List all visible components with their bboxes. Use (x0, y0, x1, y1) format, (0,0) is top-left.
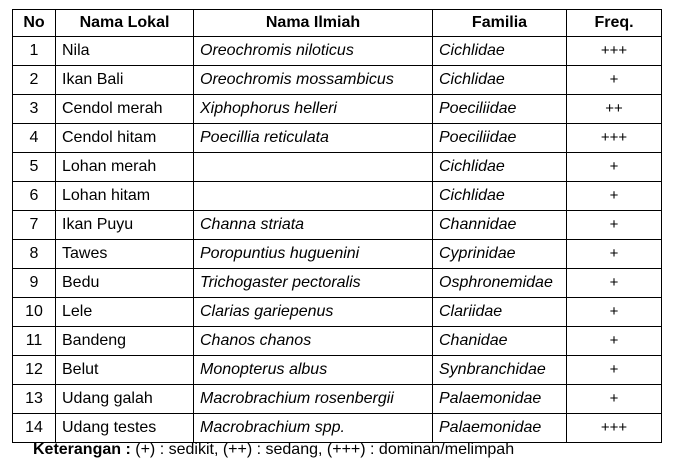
cell-no: 2 (13, 66, 56, 95)
table-row (13, 66, 662, 95)
cell-nama-lokal: Ikan Bali (56, 66, 194, 95)
cell-familia: Channidae (433, 211, 567, 240)
cell-freq: + (567, 356, 662, 385)
cell-nama-ilmiah: Clarias gariepenus (194, 298, 433, 327)
cell-nama-ilmiah: Trichogaster pectoralis (194, 269, 433, 298)
cell-no: 11 (13, 327, 56, 356)
cell-nama-ilmiah: Oreochromis niloticus (194, 37, 433, 66)
cell-freq: + (567, 153, 662, 182)
cell-nama-lokal: Tawes (56, 240, 194, 269)
cell-nama-ilmiah (194, 182, 433, 211)
cell-freq: +++ (567, 124, 662, 153)
cell-freq: + (567, 240, 662, 269)
header-freq: Freq. (567, 10, 662, 37)
cell-no: 10 (13, 298, 56, 327)
cell-nama-lokal: Lele (56, 298, 194, 327)
table-row (13, 414, 662, 443)
cell-familia: Palaemonidae (433, 385, 567, 414)
cell-familia: Cichlidae (433, 66, 567, 95)
cell-familia: Poeciliidae (433, 95, 567, 124)
cell-no: 4 (13, 124, 56, 153)
table-row (13, 298, 662, 327)
cell-nama-ilmiah: Monopterus albus (194, 356, 433, 385)
cell-nama-lokal: Lohan merah (56, 153, 194, 182)
legend-text: (+) : sedikit, (++) : sedang, (+++) : dominan/melimpah (135, 441, 515, 458)
table-row (13, 182, 662, 211)
cell-no: 13 (13, 385, 56, 414)
cell-no: 5 (13, 153, 56, 182)
header-nama-lokal: Nama Lokal (56, 10, 194, 37)
table-row (13, 269, 662, 298)
cell-no: 1 (13, 37, 56, 66)
cell-no: 12 (13, 356, 56, 385)
cell-familia: Cichlidae (433, 37, 567, 66)
cell-nama-ilmiah: Xiphophorus helleri (194, 95, 433, 124)
cell-familia: Palaemonidae (433, 414, 567, 443)
table-row (13, 95, 662, 124)
cell-nama-lokal: Udang testes (56, 414, 194, 443)
cell-freq: + (567, 385, 662, 414)
cell-freq: + (567, 66, 662, 95)
cell-nama-ilmiah (194, 153, 433, 182)
cell-freq: + (567, 211, 662, 240)
cell-freq: + (567, 327, 662, 356)
cell-familia: Clariidae (433, 298, 567, 327)
cell-no: 8 (13, 240, 56, 269)
cell-freq: + (567, 182, 662, 211)
table-row (13, 327, 662, 356)
cell-familia: Osphronemidae (433, 269, 567, 298)
legend-label: Keterangan : (33, 441, 131, 458)
cell-no: 7 (13, 211, 56, 240)
cell-nama-lokal: Nila (56, 37, 194, 66)
cell-nama-lokal: Lohan hitam (56, 182, 194, 211)
cell-nama-ilmiah: Channa striata (194, 211, 433, 240)
cell-familia: Synbranchidae (433, 356, 567, 385)
cell-freq: +++ (567, 414, 662, 443)
cell-familia: Cichlidae (433, 153, 567, 182)
table-row (13, 37, 662, 66)
cell-nama-lokal: Udang galah (56, 385, 194, 414)
header-nama-ilmiah: Nama Ilmiah (194, 10, 433, 37)
table-row (13, 240, 662, 269)
cell-familia: Cyprinidae (433, 240, 567, 269)
table-row (13, 124, 662, 153)
cell-nama-lokal: Bandeng (56, 327, 194, 356)
cell-no: 3 (13, 95, 56, 124)
cell-nama-ilmiah: Oreochromis mossambicus (194, 66, 433, 95)
header-no: No (13, 10, 56, 37)
cell-familia: Cichlidae (433, 182, 567, 211)
cell-nama-lokal: Cendol hitam (56, 124, 194, 153)
table-header-row (13, 10, 662, 37)
cell-no: 6 (13, 182, 56, 211)
cell-nama-ilmiah: Poecillia reticulata (194, 124, 433, 153)
cell-freq: + (567, 269, 662, 298)
table-row (13, 385, 662, 414)
cell-nama-ilmiah: Macrobrachium rosenbergii (194, 385, 433, 414)
table-body (13, 37, 662, 443)
cell-nama-lokal: Cendol merah (56, 95, 194, 124)
table-row (13, 356, 662, 385)
cell-no: 9 (13, 269, 56, 298)
species-table (12, 9, 662, 443)
cell-familia: Poeciliidae (433, 124, 567, 153)
cell-freq: +++ (567, 37, 662, 66)
cell-freq: + (567, 298, 662, 327)
cell-nama-ilmiah: Macrobrachium spp. (194, 414, 433, 443)
cell-familia: Chanidae (433, 327, 567, 356)
cell-freq: ++ (567, 95, 662, 124)
cell-nama-lokal: Ikan Puyu (56, 211, 194, 240)
header-familia: Familia (433, 10, 567, 37)
cell-no: 14 (13, 414, 56, 443)
cell-nama-lokal: Bedu (56, 269, 194, 298)
cell-nama-ilmiah: Chanos chanos (194, 327, 433, 356)
table-row (13, 211, 662, 240)
cell-nama-ilmiah: Poropuntius huguenini (194, 240, 433, 269)
cell-nama-lokal: Belut (56, 356, 194, 385)
legend-note (33, 441, 514, 459)
table-row (13, 153, 662, 182)
